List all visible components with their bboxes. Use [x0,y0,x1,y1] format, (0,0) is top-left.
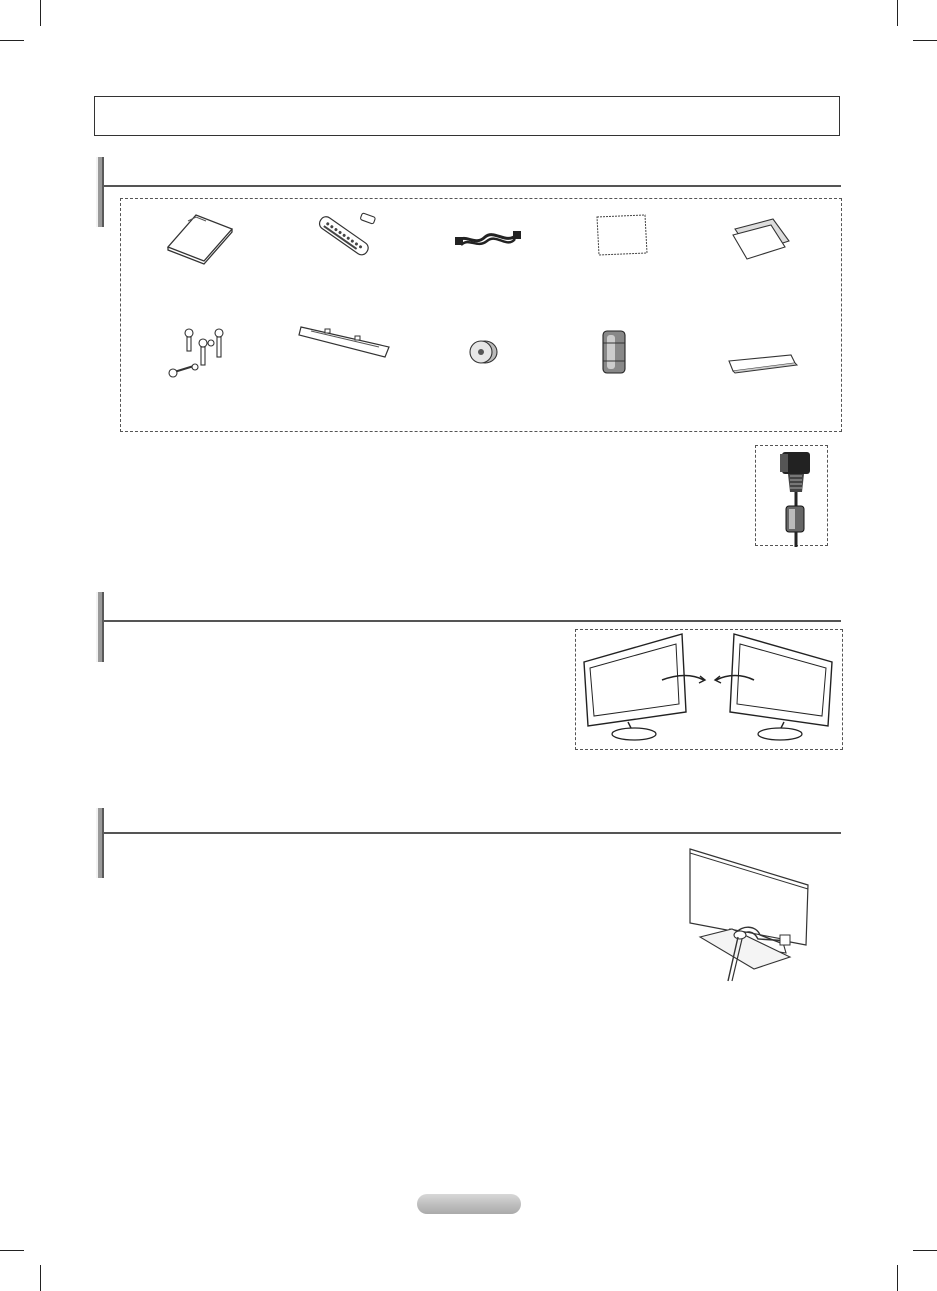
section-rule-cable-tie [104,832,841,834]
tv-back-cable-icon [686,845,814,985]
swivel-illustration-box [575,629,843,750]
stand-cover-icon [297,317,397,372]
section-marker-swivel [96,592,104,662]
cleaning-cloth-icon [593,213,649,264]
warranty-card-icon [731,215,795,266]
owners-manual-icon [166,207,236,268]
section-marker-accessories [96,157,104,227]
power-plug-ferrite-box [755,445,828,546]
remote-control-icon [311,209,381,270]
accessories-box [120,198,842,432]
section-rule-accessories [104,185,841,187]
cable-tie-holder-icon [467,337,507,372]
cable-tie-icon [727,349,799,382]
screws-icon [165,327,235,388]
tv-back-cable-illustration [686,845,814,990]
tv-swivel-icon [576,630,844,751]
ferrite-core-icon [599,327,631,382]
section-marker-cable-tie [96,808,104,878]
power-plug-ferrite-icon [756,446,829,547]
page-number-pill [417,1194,521,1214]
section-rule-swivel [104,620,841,622]
page-title-box [94,96,840,136]
power-cord-icon [453,219,523,260]
